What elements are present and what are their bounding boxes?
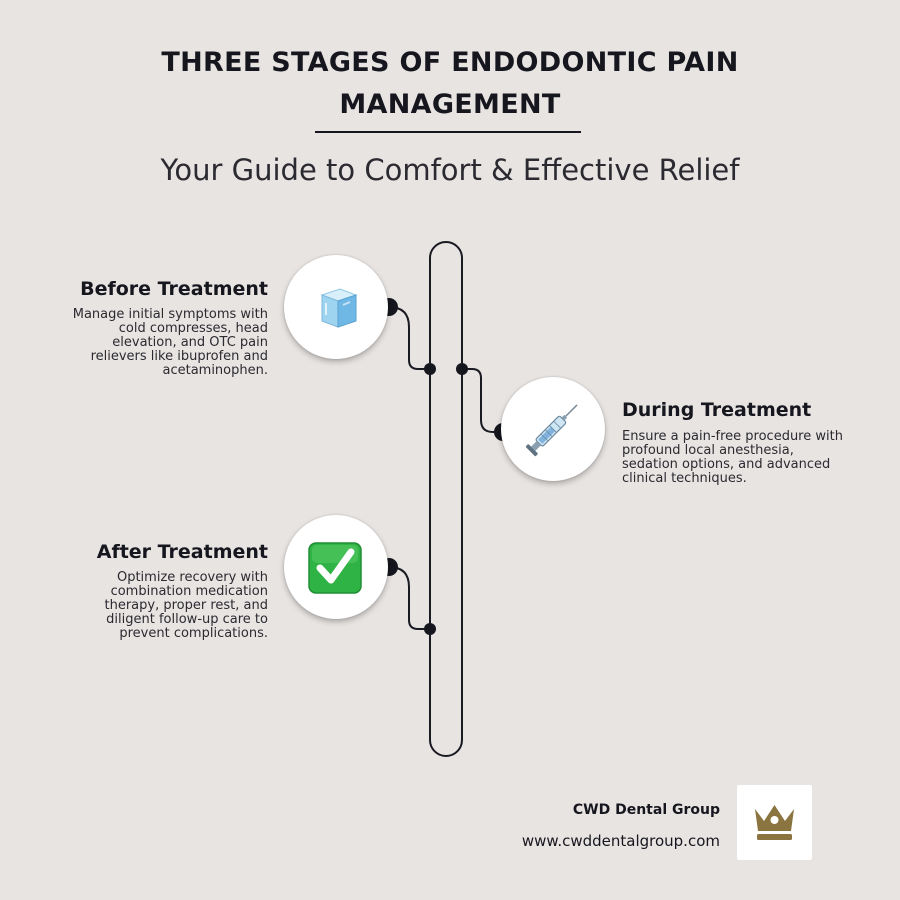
page-subtitle: Your Guide to Comfort & Effective Relief: [160, 153, 740, 187]
node-before-small: [424, 363, 436, 375]
connector-before: [389, 307, 430, 369]
ice-cube-icon: [284, 255, 388, 359]
stage-after-title: After Treatment: [96, 541, 268, 563]
stage-during-title: During Treatment: [622, 399, 812, 421]
syringe-icon: [501, 377, 605, 481]
stage-before-title: Before Treatment: [80, 278, 268, 300]
connector-during: [462, 369, 503, 432]
brand-name: CWD Dental Group: [572, 802, 720, 818]
check-mark-icon: [284, 515, 388, 619]
node-during-small: [456, 363, 468, 375]
crown-icon: [737, 785, 812, 860]
stage-before-description: Manage initial symptoms with cold compresses, head elevation, and OTC pain relievers like ibuprofen and acetaminophen.: [72, 307, 268, 378]
stage-during-description: Ensure a pain-free procedure with profound local anesthesia, sedation options, and advanced clinical techniques.: [622, 429, 843, 486]
brand-logo: [737, 785, 812, 860]
connector-after: [389, 567, 430, 629]
stage-after-icon-circle: [284, 515, 388, 619]
title-line-2: MANAGEMENT: [339, 89, 561, 120]
stage-before-icon-circle: [284, 255, 388, 359]
title-line-1: THREE STAGES OF ENDODONTIC PAIN: [161, 47, 739, 78]
stage-after-description: Optimize recovery with combination medication therapy, proper rest, and diligent follow-up care to prevent complications.: [104, 570, 268, 641]
stage-during-icon-circle: [501, 377, 605, 481]
brand-url[interactable]: www.cwddentalgroup.com: [521, 832, 720, 850]
node-after-small: [424, 623, 436, 635]
timeline-track: [430, 242, 462, 756]
